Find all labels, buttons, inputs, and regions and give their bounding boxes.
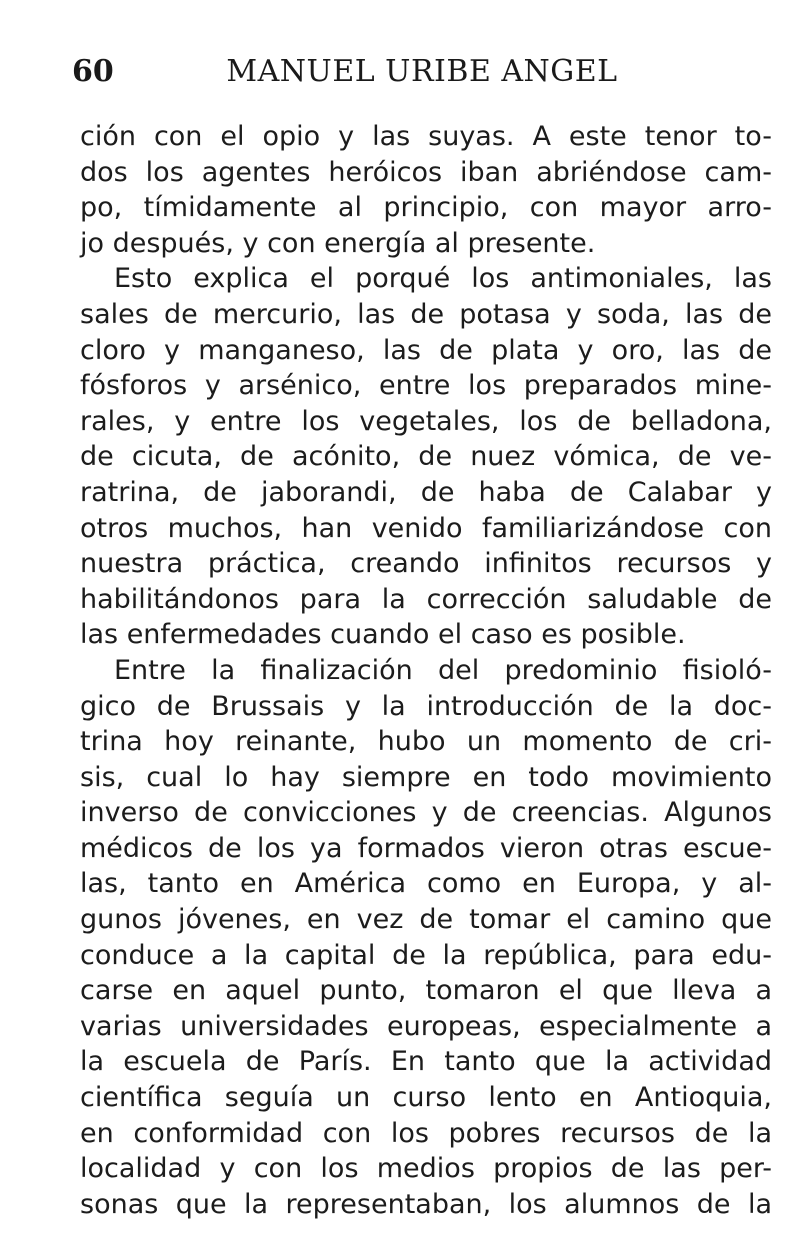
- text-line: nuestra práctica, creando infinitos recursos y: [80, 548, 772, 580]
- text-line: localidad y con los medios propios de las per-: [80, 1153, 772, 1185]
- text-line: fósforos y arsénico, entre los preparados mine-: [80, 370, 772, 402]
- text-line: gunos jóvenes, en vez de tomar el camino que: [80, 904, 772, 936]
- text-line: inverso de convicciones y de creencias. Algunos: [80, 797, 772, 829]
- text-line: dos los agentes heróicos iban abriéndose cam-: [80, 156, 772, 188]
- text-line: carse en aquel punto, tomaron el que lleva a: [80, 975, 772, 1007]
- body-text: [80, 119, 772, 1222]
- running-head: [72, 52, 772, 92]
- text-line: otros muchos, han venido familiarizándose con: [80, 512, 772, 544]
- text-line: cloro y manganeso, las de plata y oro, las de: [80, 334, 772, 366]
- page-number: 60: [72, 54, 114, 89]
- text-line: po, tímidamente al principio, con mayor arro-: [80, 192, 772, 224]
- text-line: gico de Brussais y la introducción de la doc-: [80, 690, 772, 722]
- text-line: Esto explica el porqué los antimoniales, las: [114, 263, 772, 295]
- text-line: científica seguía un curso lento en Antioquia,: [80, 1082, 772, 1114]
- text-line: rales, y entre los vegetales, los de belladona,: [80, 405, 772, 437]
- text-line: sonas que la representaban, los alumnos de la: [80, 1188, 772, 1220]
- text-line: la escuela de París. En tanto que la actividad: [80, 1046, 772, 1078]
- text-line: ción con el opio y las suyas. A este tenor to-: [80, 121, 772, 152]
- text-line: habilitándonos para la corrección saludable de: [80, 583, 772, 615]
- running-title: MANUEL URIBE ANGEL: [226, 54, 618, 89]
- text-line: las, tanto en América como en Europa, y al-: [80, 868, 772, 900]
- text-line: trina hoy reinante, hubo un momento de cri-: [80, 726, 772, 758]
- text-line: de cicuta, de acónito, de nuez vómica, de ve-: [80, 441, 772, 473]
- text-line: jo después, y con energía al presente.: [80, 227, 596, 259]
- text-line: sis, cual lo hay siempre en todo movimiento: [80, 761, 772, 793]
- text-line: varias universidades europeas, especialmente a: [80, 1010, 772, 1042]
- text-line: las enfermedades cuando el caso es posible.: [80, 619, 686, 651]
- text-line: en conformidad con los pobres recursos de la: [80, 1117, 772, 1149]
- text-line: médicos de los ya formados vieron otras escue-: [80, 832, 772, 864]
- text-line: ratrina, de jaborandi, de haba de Calabar y: [80, 476, 772, 508]
- text-line: Entre la finalización del predominio fisioló-: [114, 654, 772, 686]
- text-line: sales de mercurio, las de potasa y soda, las de: [80, 298, 772, 330]
- text-line: conduce a la capital de la república, para edu-: [80, 939, 772, 971]
